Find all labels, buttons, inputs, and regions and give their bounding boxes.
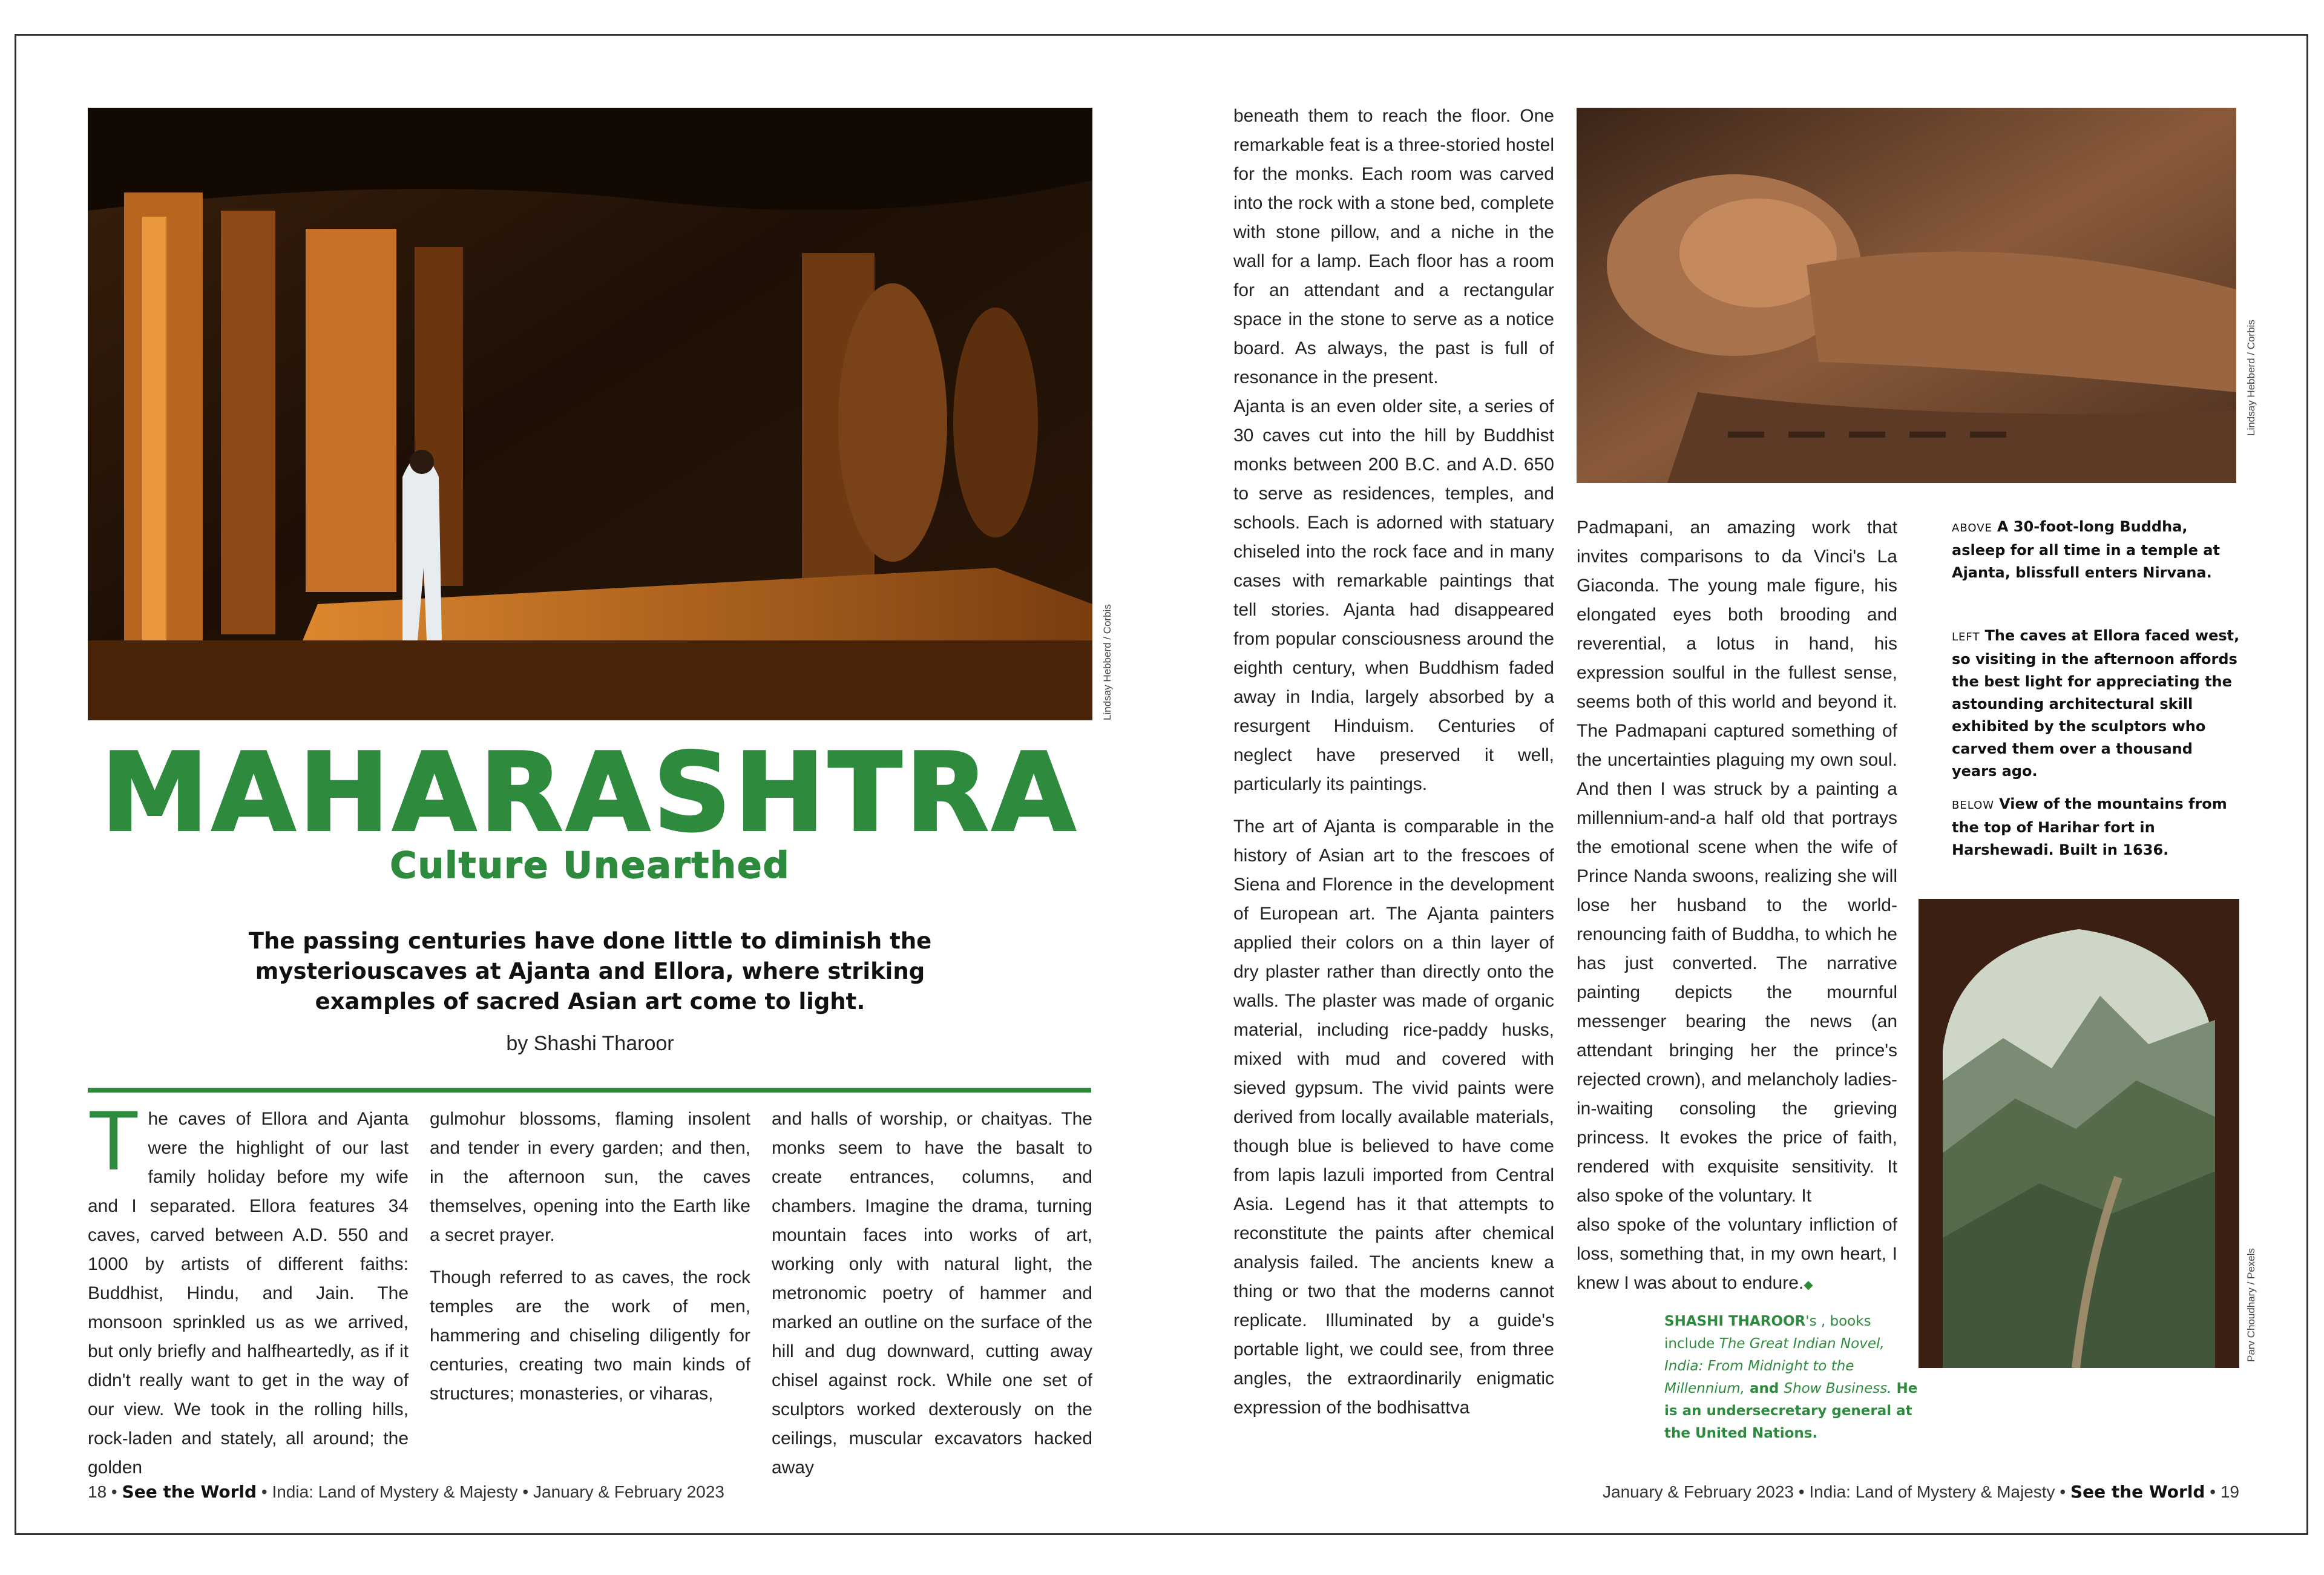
caption-below-text: View of the mountains from the top of Harihar fort in Harshewadi. Built in 1636. bbox=[1952, 795, 2227, 858]
right-footer: January & February 2023 • India: Land of Mystery & Majesty • See the World • 19 bbox=[1603, 1482, 2239, 1502]
right-column-1-p3: The art of Ajanta is comparable in the history of Asian art to the frescoes of Siena and Florence in the development of European art. The Ajanta painters applied their colors on a thin layer of dry plaster rather than directly onto the walls. The plaster was made of organic material, including rice-paddy husks, mixed with mud and covered with sieved gypsum. The vivid paints were derived from locally available materials, though blue is believed to have come from lapis lazuli imported from Central Asia. Legend has it that attempts to reconstitute the paints after chemical analysis failed. The ancients knew a thing or two that the moderns cannot replicate. Illuminated by a guide's portable light, we could see, from three angles, the extraordinarily enigmatic expression of the bodhisattva bbox=[1233, 817, 1554, 1418]
body-column-2-p2: Though referred to as caves, the rock temples are the work of men, hammering and chiseling diligently for centuries, creating two main kinds of structures; monasteries, or viharas, bbox=[430, 1268, 750, 1404]
right-column-2-end: also spoke of the voluntary infliction of loss, something that, in my own heart, I knew I was about to endure.◆ bbox=[1577, 1215, 1897, 1293]
body-column-3 bbox=[772, 1105, 1092, 1496]
right-issue-title: India: Land of Mystery & Majesty bbox=[1809, 1482, 2055, 1501]
caption-left bbox=[1952, 625, 2242, 783]
bio-books: The Great Indian Novel, India: From Midnight to the Millennium, bbox=[1664, 1336, 1885, 1396]
left-issue-date: January & February 2023 bbox=[533, 1482, 724, 1501]
ellora-cave-photo bbox=[88, 108, 1092, 720]
bio-name: SHASHI THAROOR bbox=[1664, 1314, 1806, 1329]
cave-photo-credit: Lindsay Hebberd / Corbis bbox=[1101, 604, 1113, 720]
article-title: MAHARASHTRA bbox=[101, 730, 1079, 855]
reclining-buddha-illustration bbox=[1577, 108, 2236, 483]
caption-above-text: A 30-foot-long Buddha, asleep for all time in a temple at Ajanta, blissfull enters Nirvana. bbox=[1952, 518, 2220, 581]
end-mark: ◆ bbox=[1804, 1278, 1813, 1292]
right-column-2-text: Padmapani, an amazing work that invites comparisons to da Vinci's La Giaconda. The young male figure, his elongated eyes both brooding and reverential, a lotus in hand, his expression soulful in the fullest sense, seems both of this world and beyond it. The Padmapani captured something of the uncertainties plaguing my own soul. And then I was struck by a painting a millennium-and-a half old that portrays the emotional scene when the wife of Prince Nanda swoons, realizing she will lose her husband to the world-renouncing faith of Buddha, to which he has just converted. The narrative painting depicts the mournful messenger bearing the news (an attendant bringing her the prince's rejected crown), and melancholy ladies-in-waiting consoling the grieving princess. It evokes the price of faith, rendered with exquisite sensitivity. It also spoke of the voluntary. It bbox=[1577, 518, 1897, 1206]
article-deck: The passing centuries have done little to diminish the mysteriouscaves at Ajanta and Ellora, where striking examples of sacred Asian art come to light. bbox=[248, 928, 932, 1014]
article-subtitle: Culture Unearthed bbox=[390, 844, 790, 887]
left-issue-title: India: Land of Mystery & Majesty bbox=[272, 1482, 518, 1501]
body-column-1-text: he caves of Ellora and Ajanta were the highlight of our last family holiday before my wife and I separated. Ellora features 34 caves, carved between A.D. 550 and 1000 by artists of different faiths: Buddhist, Hindu, and Jain. The monsoon sprinkled us as we arrived, but only briefly and halfheartedly, as if it didn't really want to get in the way of our view. We took in the rolling hills, rock-laden and stately, all around; the golden bbox=[88, 1109, 409, 1478]
caption-left-label: LEFT bbox=[1952, 631, 1980, 643]
body-column-2-p1: gulmohur blossoms, flaming insolent and tender in every garden; and then, in the afternoon sun, the caves themselves, opening into the Earth like a secret prayer. bbox=[430, 1109, 750, 1245]
caption-above bbox=[1952, 516, 2242, 584]
right-column-1-p1: beneath them to reach the floor. One remarkable feat is a three-storied hostel for the monks. Each room was carved into the rock with a stone bed, complete with stone pillow, and a niche in the wall for a lamp. Each floor has a room for an attendant and a rectangular space in the stone to serve as a notice board. As always, the past is full of resonance in the present. bbox=[1233, 106, 1554, 387]
harihar-fort-photo bbox=[1919, 899, 2239, 1368]
caption-left-text: The caves at Ellora faced west, so visiting in the afternoon affords the best light for appreciating the astounding architectural skill exhibited by the sculptors who carved them over a thousand years ago. bbox=[1952, 627, 2240, 780]
right-column-1-p2: Ajanta is an even older site, a series of 30 caves cut into the hill by Buddhist monks between 200 B.C. and A.D. 650 to serve as residences, temples, and schools. Each is adorned with statuary chiseled into the rock face and in many cases with remarkable paintings that tell stories. Ajanta had disappeared from popular consciousness around the eighth century, when Buddhism faded away in India, largely absorbed by a resurgent Hinduism. Centuries of neglect have preserved it well, particularly its paintings. bbox=[1233, 396, 1554, 794]
body-column-3-text: and halls of worship, or chaityas. The monks seem to have the basalt to create entrances, columns, and chambers. Imagine the drama, turning mountain faces into works of art, working only with natural light, the metronomic poetry of hammer and marked an outline on the surface of the hill and dug downward, cutting away chisel against rock. While one set of sculptors worked dexterously on the ceilings, muscular excavators hacked away bbox=[772, 1109, 1092, 1478]
right-page-number: 19 bbox=[2220, 1482, 2239, 1501]
harihar-fort-illustration bbox=[1919, 899, 2239, 1368]
mountain-photo-credit: Parv Choudhary / Pexels bbox=[2245, 1248, 2257, 1362]
buddha-photo-credit: Lindsay Hebberd / Corbis bbox=[2245, 320, 2257, 436]
caption-above-label: ABOVE bbox=[1952, 522, 1992, 534]
caption-below-label: BELOW bbox=[1952, 799, 1995, 812]
ellora-cave-illustration bbox=[88, 108, 1092, 720]
bio-book-3: Show Business. bbox=[1784, 1381, 1892, 1396]
dropcap: T bbox=[88, 1093, 140, 1188]
left-footer: 18 • See the World • India: Land of Mystery & Majesty • January & February 2023 bbox=[88, 1482, 724, 1502]
right-magazine-name: See the World bbox=[2070, 1482, 2205, 1502]
left-magazine-name: See the World bbox=[122, 1482, 257, 1502]
author-bio: SHASHI THAROOR's , books include The Great Indian Novel, India: From Midnight to the Millennium, and Show Business. He is an undersecretary general at the United Nations. bbox=[1664, 1314, 1918, 1441]
right-column-2 bbox=[1577, 513, 1897, 1313]
body-column-1 bbox=[88, 1093, 409, 1482]
left-page-number: 18 bbox=[88, 1482, 107, 1501]
divider-rule bbox=[88, 1088, 1091, 1093]
body-column-2 bbox=[430, 1105, 750, 1422]
reclining-buddha-photo bbox=[1577, 108, 2236, 483]
caption-below bbox=[1952, 793, 2242, 861]
byline: by Shashi Tharoor bbox=[506, 1032, 674, 1055]
right-column-1 bbox=[1233, 102, 1554, 1436]
right-issue-date: January & February 2023 bbox=[1603, 1482, 1794, 1501]
